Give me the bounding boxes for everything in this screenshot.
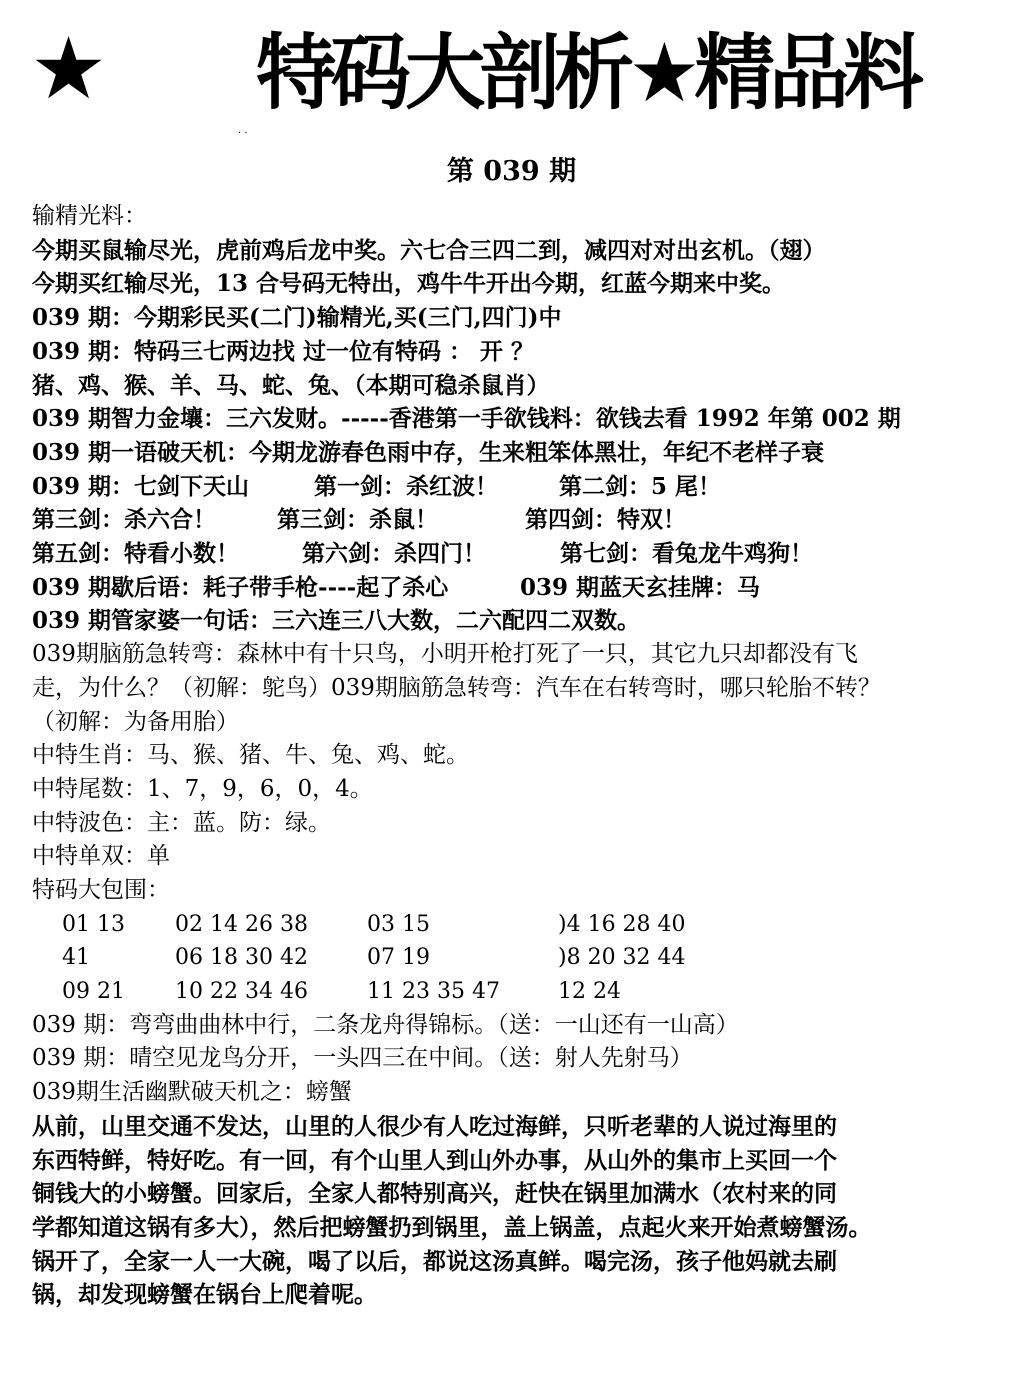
sword-item: 第五剑：特看小数！ — [32, 540, 239, 568]
story-line: 东西特鲜，特好吃。有一回，有个山里人到山外办事，从山外的集市上买回一个 — [32, 1146, 837, 1174]
number-column — [175, 908, 308, 1009]
number-group: 07 19 — [367, 945, 430, 971]
text-line: 039 期：今期彩民买(二门)输精光,买(三门,四门)中 — [32, 304, 562, 332]
story-line: 学都知道这锅有多大），然后把螃蟹扔到锅里，盖上锅盖，点起火来开始煮螃蟹汤。 — [32, 1213, 872, 1241]
text-line: 中特单双：单 — [32, 843, 170, 870]
story-line: 从前，山里交通不发达，山里的人很少有人吃过海鲜，只听老辈的人说过海里的 — [32, 1112, 837, 1140]
text-line: 039 期：特码三七两边找 过一位有特码 ： 开 ？ — [32, 337, 535, 365]
sword-item: 第六剑：杀四门！ — [302, 540, 486, 568]
story-line: 锅开了，全家一人一大碗，喝了以后，都说这汤真鲜。喝完汤，孩子他妈就去刷 — [32, 1247, 837, 1275]
page-title: 特码大剖析★精品料 — [256, 26, 919, 121]
number-group: 41 — [62, 945, 90, 971]
text-line: 输精光料： — [32, 203, 147, 229]
number-column — [367, 908, 500, 1009]
text-line: 039 期：弯弯曲曲林中行，二条龙舟得锦标。（送：一山还有一山高） — [32, 1011, 739, 1038]
main-content — [32, 200, 962, 1312]
number-group: )8 20 32 44 — [558, 945, 686, 971]
text-line: 中特尾数：1、7，9，6，0，4。 — [32, 775, 373, 802]
header-dots: · · — [238, 128, 248, 139]
star-icon: ★ — [30, 19, 108, 119]
text-line: 今期买鼠输尽光，虎前鸡后龙中奖。六七合三四二到，减四对对出玄机。（翅） — [32, 236, 826, 264]
sword-item: 第一剑：杀红波！ — [314, 472, 498, 500]
story-line: 铜钱大的小螃蟹。回家后，全家人都特别高兴，赶快在锅里加满水（农村来的同 — [32, 1180, 837, 1208]
sword-row — [32, 503, 962, 537]
text-line: 走，为什么？（初解：鸵鸟）039期脑筋急转弯：汽车在右转弯时，哪只轮胎不转？ — [32, 674, 881, 701]
text-line — [32, 571, 962, 605]
text-line: 039 期：晴空见龙鸟分开，一头四三在中间。（送：射人先射马） — [32, 1045, 693, 1072]
sword-item: 第二剑：5 尾！ — [559, 472, 722, 500]
text-line: 039 期一语破天机：今期龙游春色雨中存，生来粗笨体黑壮，年纪不老样子衰 — [32, 438, 825, 466]
text-line: 中特波色：主：蓝。防：绿。 — [32, 809, 331, 836]
number-column — [62, 908, 125, 1009]
number-group: 01 13 — [62, 911, 125, 937]
number-group: 06 18 30 42 — [175, 945, 308, 971]
number-group: 02 14 26 38 — [175, 911, 308, 937]
number-group: )4 16 28 40 — [558, 911, 686, 937]
text-line: 中特生肖：马、猴、猪、牛、兔、鸡、蛇。 — [32, 742, 469, 769]
number-group: 03 15 — [367, 911, 430, 937]
text-line: 特码大包围： — [32, 877, 170, 904]
number-group: 09 21 — [62, 979, 125, 1005]
number-group: 12 24 — [558, 979, 621, 1005]
number-group: 11 23 35 47 — [367, 979, 500, 1005]
text-line: 039 期管家婆一句话：三六连三八大数，二六配四二双数。 — [32, 607, 641, 635]
sword-row — [32, 537, 962, 571]
sword-item: 第三剑：杀六合！ — [32, 506, 216, 534]
page-header — [0, 0, 1023, 150]
issue-number: 第 039 期 — [446, 156, 577, 187]
sword-row — [32, 470, 962, 504]
number-group: 10 22 34 46 — [175, 979, 308, 1005]
lantian: 039 期蓝天玄挂牌：马 — [520, 573, 761, 601]
text-line: 039期脑筋急转弯：森林中有十只鸟，小明开枪打死了一只，其它九只却都没有飞 — [32, 641, 858, 668]
sword-item: 第七剑：看兔龙牛鸡狗！ — [560, 540, 813, 568]
text-line: 039期生活幽默破天机之：螃蟹 — [32, 1079, 352, 1106]
text-line: 猪、鸡、猴、羊、马、蛇、兔、（本期可稳杀鼠肖） — [32, 371, 550, 399]
number-grid — [32, 908, 962, 1009]
story-block — [32, 1110, 962, 1312]
story-line: 锅，却发现螃蟹在锅台上爬着呢。 — [32, 1281, 377, 1309]
sword-item: 039 期：七剑下天山 — [32, 472, 250, 500]
text-line: （初解：为备用胎） — [32, 708, 239, 735]
sword-item: 第三剑：杀鼠！ — [277, 506, 438, 534]
sword-item: 第四剑：特双！ — [525, 506, 686, 534]
text-line: 039 期智力金壤：三六发财。-----香港第一手欲钱料：欲钱去看 1992 年第 002 期 — [32, 405, 901, 433]
text-line: 今期买红输尽光，13 合号码无特出，鸡牛牛开出今期，红蓝今期来中奖。 — [32, 270, 786, 298]
xiehouyu: 039 期歇后语：耗子带手枪----起了杀心 — [32, 573, 449, 601]
number-column — [558, 908, 686, 1009]
